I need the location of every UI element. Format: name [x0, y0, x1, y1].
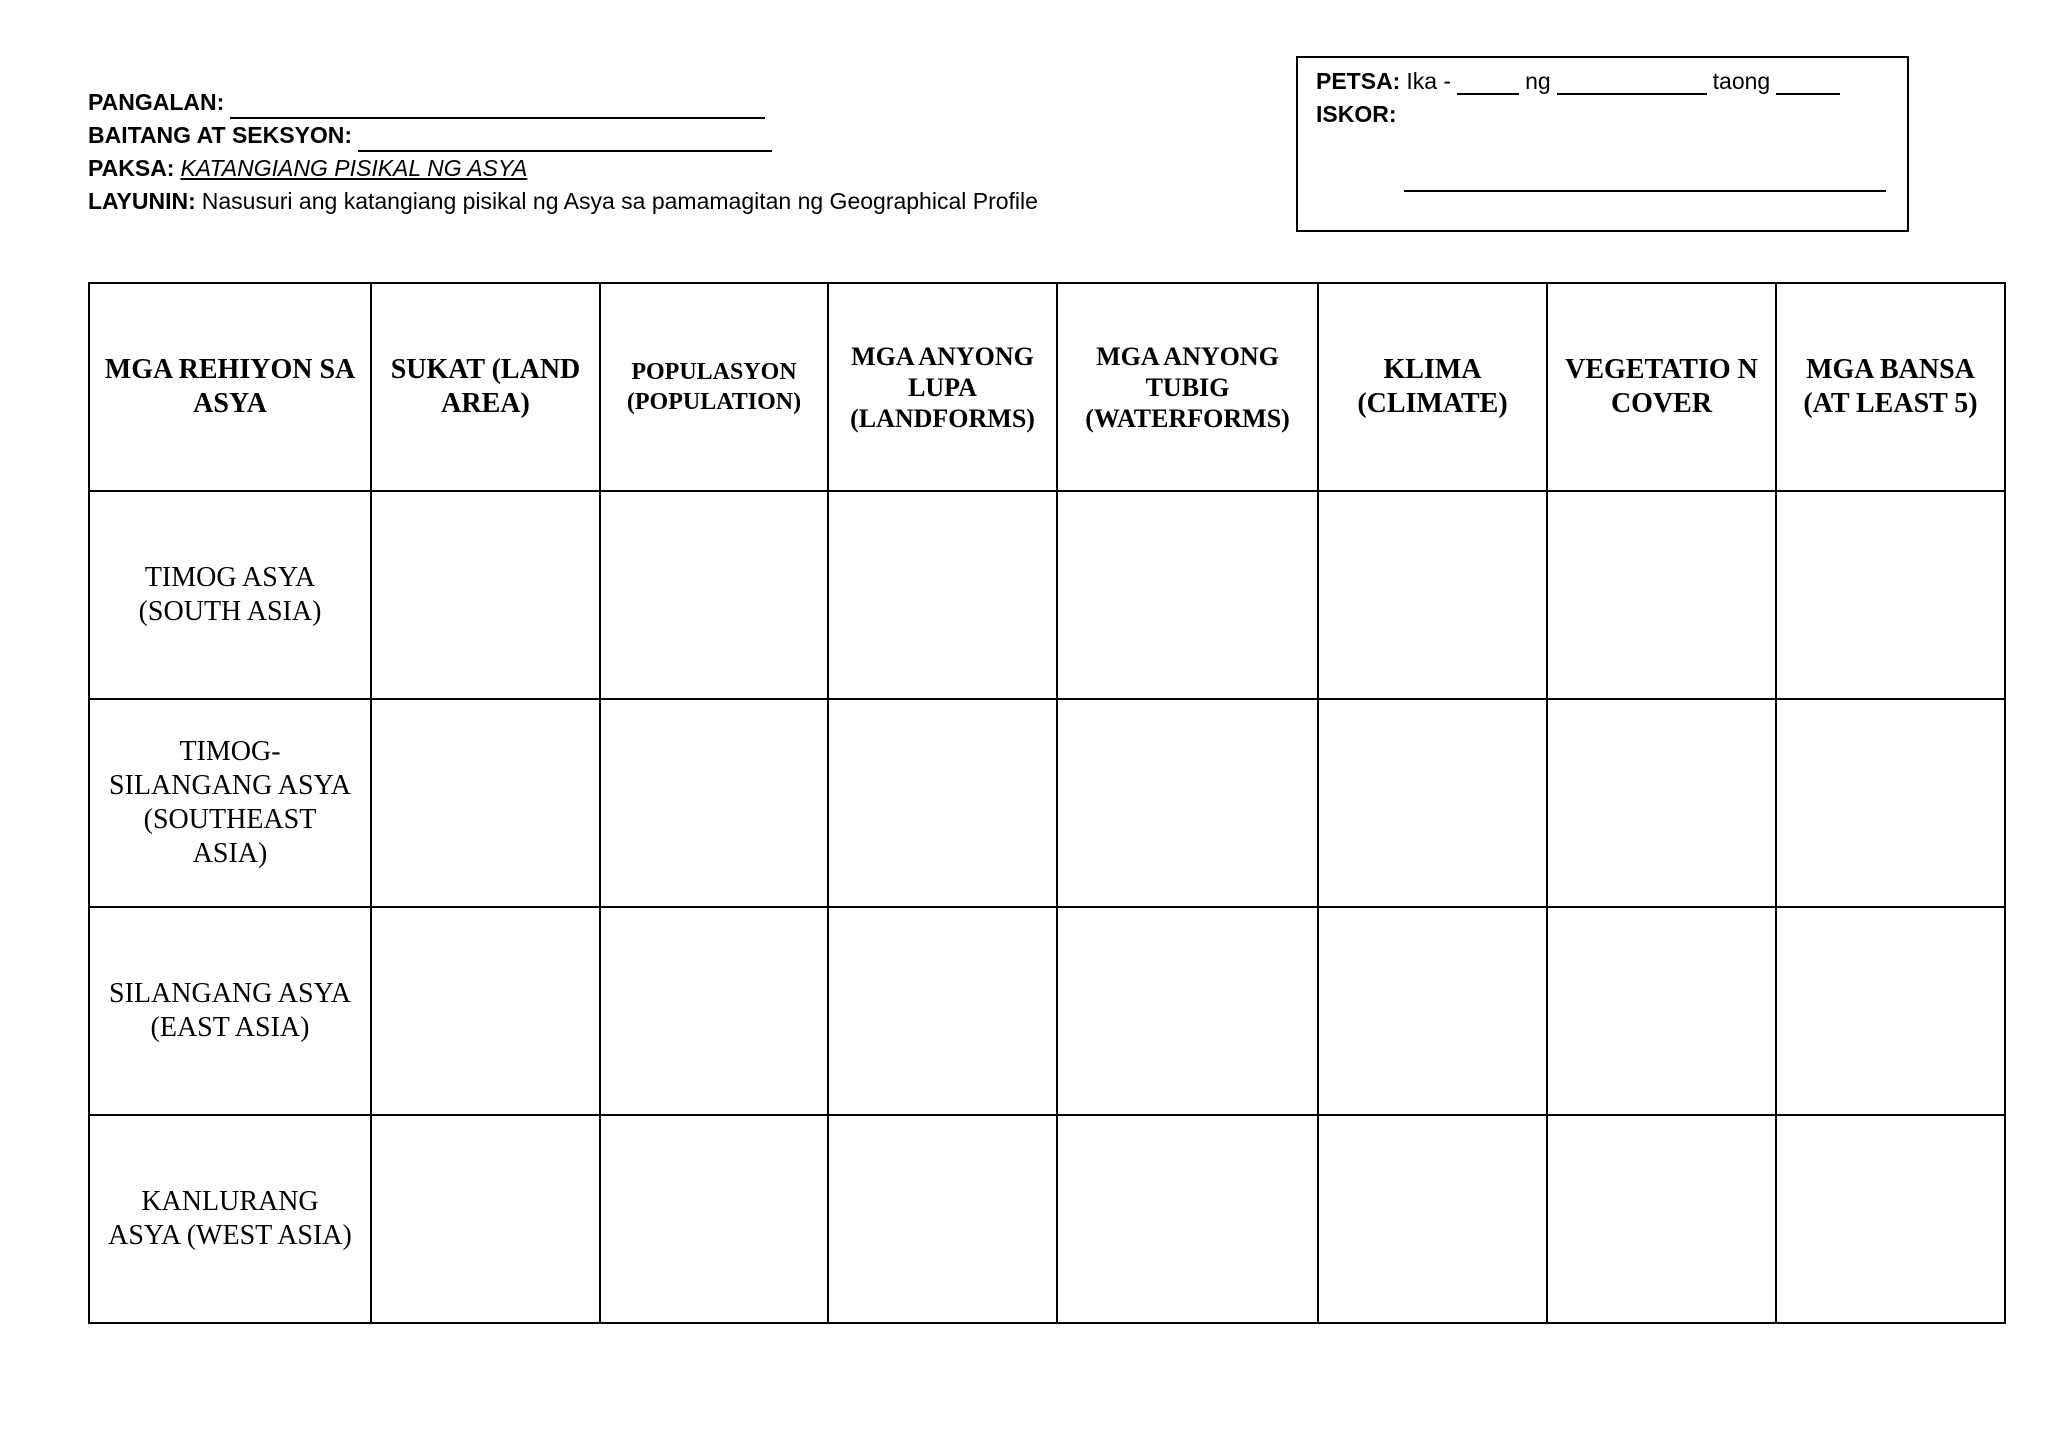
header-landforms: MGA ANYONG LUPA (LANDFORMS) — [828, 283, 1057, 491]
date-row — [1316, 68, 1846, 95]
objective-label: LAYUNIN: — [88, 188, 196, 214]
topic-value: KATANGIANG PISIKAL NG ASYA — [180, 155, 528, 181]
answer-cell[interactable] — [600, 699, 828, 907]
header-vegetation-cover: VEGETATIO N COVER — [1547, 283, 1776, 491]
answer-cell[interactable] — [1776, 491, 2005, 699]
month-field[interactable] — [1557, 73, 1707, 95]
answer-cell[interactable] — [1318, 491, 1547, 699]
answer-cell[interactable] — [1776, 699, 2005, 907]
answer-cell[interactable] — [828, 491, 1057, 699]
score-field[interactable] — [1404, 190, 1886, 192]
table-row — [89, 907, 2005, 1115]
name-field[interactable] — [230, 95, 765, 119]
header-population: POPULASYON (POPULATION) — [600, 283, 828, 491]
header-regions: MGA REHIYON SA ASYA — [89, 283, 371, 491]
region-cell: TIMOG ASYA (SOUTH ASIA) — [89, 491, 371, 699]
answer-cell[interactable] — [600, 907, 828, 1115]
answer-cell[interactable] — [1057, 699, 1318, 907]
answer-cell[interactable] — [600, 491, 828, 699]
header-climate: KLIMA (CLIMATE) — [1318, 283, 1547, 491]
answer-cell[interactable] — [371, 491, 600, 699]
answer-cell[interactable] — [371, 699, 600, 907]
answer-cell[interactable] — [1057, 1115, 1318, 1323]
answer-cell[interactable] — [1318, 1115, 1547, 1323]
region-cell: SILANGANG ASYA (EAST ASIA) — [89, 907, 371, 1115]
grade-section-row — [88, 119, 1038, 152]
answer-cell[interactable] — [371, 1115, 600, 1323]
answer-cell[interactable] — [828, 907, 1057, 1115]
header-land-area: SUKAT (LAND AREA) — [371, 283, 600, 491]
grade-section-label: BAITANG AT SEKSYON: — [88, 122, 353, 148]
topic-row — [88, 152, 1038, 185]
answer-cell[interactable] — [1547, 699, 1776, 907]
answer-cell[interactable] — [828, 1115, 1057, 1323]
answer-cell[interactable] — [1547, 491, 1776, 699]
answer-cell[interactable] — [1318, 907, 1547, 1115]
header-countries: MGA BANSA (AT LEAST 5) — [1776, 283, 2005, 491]
year-field[interactable] — [1776, 73, 1840, 95]
name-label: PANGALAN: — [88, 89, 225, 115]
score-label: ISKOR: — [1316, 101, 1397, 127]
topic-label: PAKSA: — [88, 155, 175, 181]
answer-cell[interactable] — [600, 1115, 828, 1323]
name-row — [88, 86, 1038, 119]
answer-cell[interactable] — [1057, 491, 1318, 699]
answer-cell[interactable] — [1776, 1115, 2005, 1323]
header-row — [89, 283, 2005, 491]
date-score-box — [1296, 56, 1909, 232]
answer-cell[interactable] — [1547, 907, 1776, 1115]
objective-row — [88, 185, 1038, 218]
answer-cell[interactable] — [1318, 699, 1547, 907]
answer-cell[interactable] — [1776, 907, 2005, 1115]
date-label: PETSA: — [1316, 68, 1401, 94]
day-field[interactable] — [1457, 73, 1519, 95]
grade-section-field[interactable] — [358, 128, 772, 152]
header-waterforms: MGA ANYONG TUBIG (WATERFORMS) — [1057, 283, 1318, 491]
answer-cell[interactable] — [828, 699, 1057, 907]
region-cell: TIMOG-SILANGANG ASYA (SOUTHEAST ASIA) — [89, 699, 371, 907]
geographical-profile-table — [88, 282, 2006, 1324]
region-cell: KANLURANG ASYA (WEST ASIA) — [89, 1115, 371, 1323]
ika-text: Ika - — [1406, 68, 1452, 94]
table-row — [89, 699, 2005, 907]
answer-cell[interactable] — [371, 907, 600, 1115]
answer-cell[interactable] — [1547, 1115, 1776, 1323]
ng-text: ng — [1525, 68, 1551, 94]
table-row — [89, 491, 2005, 699]
objective-value: Nasusuri ang katangiang pisikal ng Asya sa pamamagitan ng Geographical Profile — [201, 188, 1038, 214]
table-row — [89, 1115, 2005, 1323]
answer-cell[interactable] — [1057, 907, 1318, 1115]
taong-text: taong — [1712, 68, 1771, 94]
student-info — [88, 86, 1038, 218]
